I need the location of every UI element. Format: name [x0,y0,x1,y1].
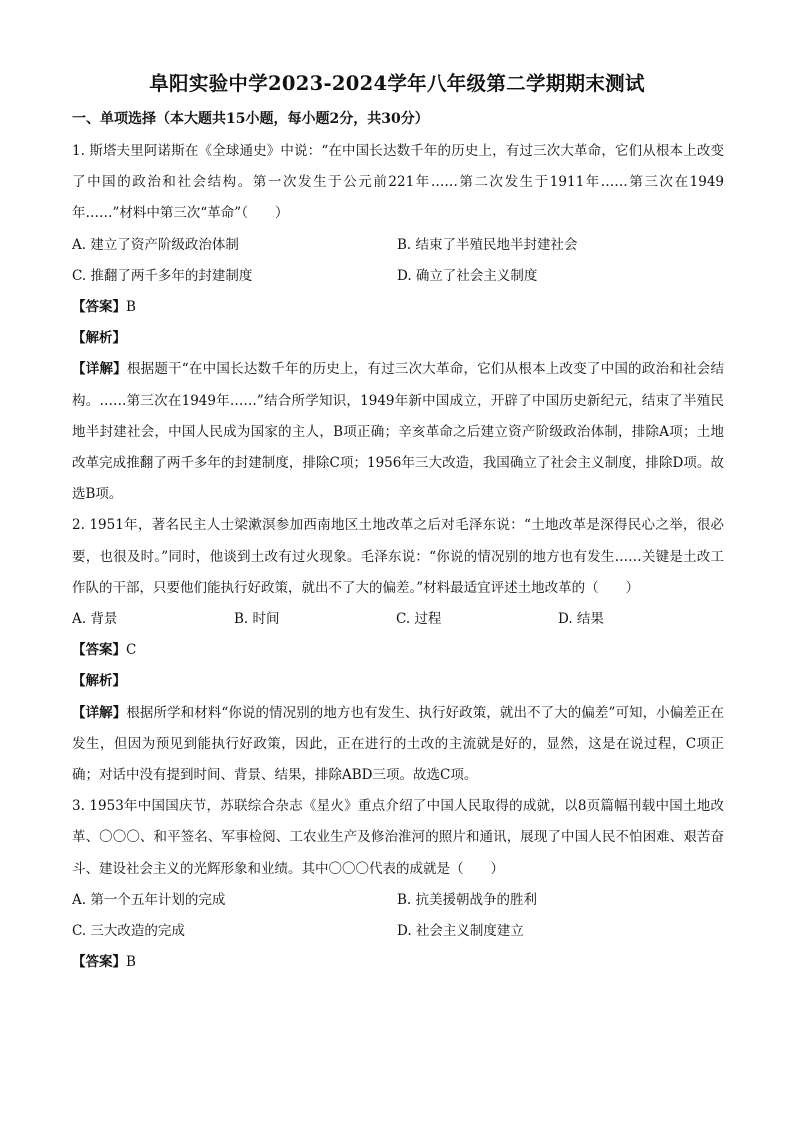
analysis-line [72,666,724,697]
option-b: B. 抗美援朝战争的胜利 [397,891,538,908]
answer-label: 【答案】 [72,954,126,971]
option-a: A. 建立了资产阶级政治体制 [72,236,239,253]
option-c: C. 推翻了两千多年的封建制度 [72,267,253,284]
answer-line [72,635,724,666]
answer-label: 【答案】 [72,642,126,659]
option-row [72,261,724,292]
option-c: C. 过程 [396,611,442,628]
detail-label: 【详解】 [72,361,127,378]
answer-line [72,947,724,978]
answer-label: 【答案】 [72,299,126,316]
question-stem: 3. 1953年中国国庆节，苏联综合杂志《星火》重点介绍了中国人民取得的成就，以8页篇幅刊载中国土地改革、〇〇〇、和平签名、军事检阅、工农业生产及修治淮河的照片和通讯，展现了中国人民不怕困难、艰苦奋斗、建设社会主义的光辉形象和业绩。其中〇〇〇代表的成就是（ ） [72,798,724,877]
option-row [72,230,724,261]
detail-paragraph [72,354,724,510]
question-stem: 2. 1951年，著名民主人士梁漱溟参加西南地区土地改革之后对毛泽东说：“土地改革是深得民心之举，很必要，也很及时。”同时，他谈到土改有过火现象。毛泽东说：“你说的情况别的地方也有发生……关键是土改工作队的干部，只要他们能执行好政策，就出不了大的偏差。”材料最适宜评述土地改革的（ ） [72,517,724,596]
option-a: A. 第一个五年计划的完成 [72,891,226,908]
answer-value: B [126,954,136,971]
analysis-line [72,323,724,354]
page-title: 阜阳实验中学2023-2024学年八年级第二学期期末测试 [149,72,645,95]
option-a: A. 背景 [72,611,118,628]
option-c: C. 三大改造的完成 [72,923,185,940]
question-3 [72,791,724,978]
detail-label: 【详解】 [72,704,127,721]
question-1 [72,136,724,510]
analysis-label: 【解析】 [72,673,126,690]
option-row [72,604,724,635]
detail-text: 根据题干“在中国长达数千年的历史上，有过三次大革命，它们从根本上改变了中国的政治和社会结构。……第三次在1949年……”结合所学知识，1949年新中国成立，开辟了中国历史新纪元，结束了半殖民地半封建社会，中国人民成为国家的主人，B项正确；辛亥革命之后建立资产阶级政治体制，排除A项；土地改革完成推翻了两千多年的封建制度，排除C项；1956年三大改造，我国确立了社会主义制度，排除D项。故选B项。 [72,361,724,503]
analysis-label: 【解析】 [72,330,126,347]
option-row [72,885,724,916]
answer-value: C [126,642,137,659]
option-d: D. 确立了社会主义制度 [397,267,538,284]
answer-value: B [126,299,136,316]
option-b: B. 时间 [234,611,280,628]
section-heading: 一、单项选择（本大题共15小题，每小题2分，共30分） [72,111,429,127]
detail-paragraph [72,698,724,792]
option-d: D. 社会主义制度建立 [397,923,524,940]
detail-text: 根据所学和材料“你说的情况别的地方也有发生、执行好政策，就出不了大的偏差”可知，小偏差正在发生，但因为预见到能执行好政策，因此，正在进行的土改的主流就是好的，显然，这是在说过程，C项正确；对话中没有提到时间、背景、结果，排除ABD三项。故选C项。 [72,704,724,784]
option-row [72,916,724,947]
question-stem: 1. 斯塔夫里阿诺斯在《全球通史》中说：“在中国长达数千年的历史上，有过三次大革命，它们从根本上改变了中国的政治和社会结构。第一次发生于公元前221年……第二次发生于1911年……第三次在1949年……”材料中第三次“革命”（ ） [72,143,724,222]
option-d: D. 结果 [558,611,604,628]
answer-line [72,292,724,323]
option-b: B. 结束了半殖民地半封建社会 [397,236,578,253]
questions-container [72,136,724,978]
question-2 [72,510,724,791]
